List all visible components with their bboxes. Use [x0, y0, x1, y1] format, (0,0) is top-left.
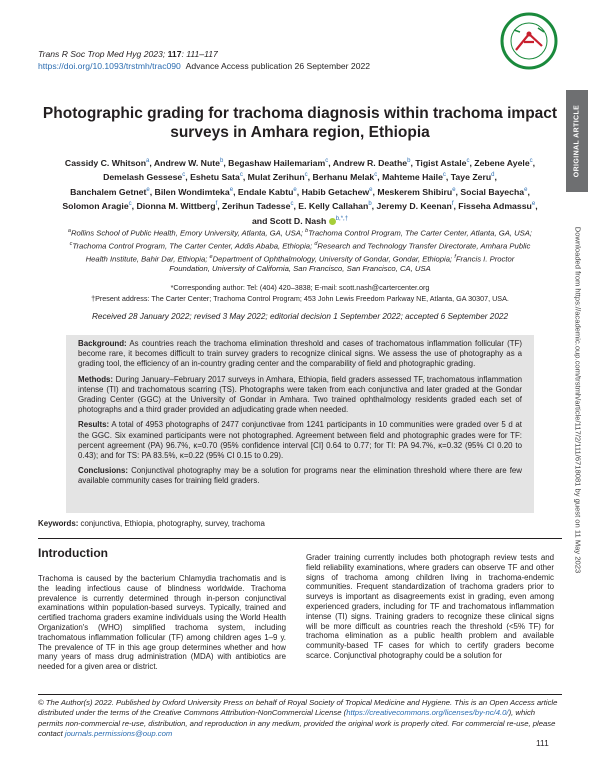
- journal-header: [38, 48, 370, 72]
- introduction-column-left: Trachoma is caused by the bacterium Chlamydia trachomatis and is the leading infectious cause of blindness worldwide. Trachoma prevalence is currently determined through in-person conjunctival examinations within population-based surveys. Typically, trained and certified trachoma graders examine individuals using the World Health Organization's (WHO) simplified trachoma system, including trachomatous inflammation follicular (TF) among children ages 1–9 y. The prevalence of TF in this age group determines whether and how many years of mass drug administration (MDA) with antibiotics are needed for a given area or district.: [38, 574, 286, 672]
- corresponding-author: *Corresponding author: Tel: (404) 420–3838; E-mail: scott.nash@cartercenter.org: [170, 283, 430, 292]
- author-line: and Scott D. Nash $^{b,*,\dagger}$: [251, 215, 349, 226]
- keywords: Keywords: conjunctiva, Ethiopia, photography, survey, trachoma: [38, 519, 265, 528]
- affiliations: $^a$Rollins School of Public Health, Emory University, Atlanta, GA, USA; $^b$Trachoma Control Program, The Carter Center, Atlanta, GA, USA; $^c$Trachoma Control Program, The Carter Center, Addis Ababa, Ethiopia; $^d$Research and Technology Transfer Directorate, Amhara Public Health Institute, Bahir Dar, Ethiopia; $^e$Department of Ophthalmology, University of Gondar, Gondar, Ethiopia; $^f$Francis I. Proctor Foundation, University of California, San Francisco, San Francisco, CA, USA: [67, 228, 533, 274]
- license-link[interactable]: https://creativecommons.org/licenses/by-nc/4.0/: [346, 708, 509, 718]
- abstract-results: Results: A total of 4953 photographs of 2477 conjunctivae from 1241 participants in 10 communities were graded over 5 d at the GGC. Six examined participants were not photographed. Agreement between field and photographic grades were for TF: percent agreement (PA) 96.7%, κ=0.70 (95% confidence interval [CI] 0.64 to 0.77; for TI: PA 94.7%, κ=0.32 (95% CI 0.20 to 0.43); and for TS: PA 83.5%, κ=0.22 (95% CI 0.15 to 0.29).: [78, 420, 522, 461]
- abstract-background: Background: As countries reach the trachoma elimination threshold and cases of trachomatous inflammation follicular (TF) become rare, it becomes difficult to train survey graders to recognize clinical signs. We assess the use of photography as a grading tool, the efficiency of an in-country grading center and the comparability of field and photographic grading.: [78, 339, 522, 369]
- abstract-conclusions: Conclusions: Conjunctival photography may be a solution for programs near the elimination threshold where there are few available community cases for training field graders.: [78, 466, 522, 486]
- author-line: Cassidy C. Whitson$^a$, Andrew W. Nute$^b$, Begashaw Hailemariam$^c$, Andrew R. Deathe$^b$, Tigist Astale$^c$, Zebene Ayele$^c$,: [64, 157, 536, 168]
- license-notice: © The Author(s) 2022. Published by Oxford University Press on behalf of Royal Society of Tropical Medicine and Hygiene. This is an Open Access article distributed under the terms of the Creative Commons Attribution-NonCommercial License (https://creativecommons.org/licenses/by-nc/4.0/), which permits non-commercial re-use, distribution, and reproduction in any medium, provided the original work is properly cited. For commercial re-use, please contact journals.permissions@oup.com: [38, 698, 558, 738]
- present-address: †Present address: The Carter Center; Trachoma Control Program; 453 John Lewis Freedom Parkway NE, Atlanta, GA 30307, USA.: [91, 294, 509, 303]
- volume: 117: [167, 49, 182, 59]
- abstract-box: [66, 335, 534, 513]
- pages: : 111–117: [181, 49, 218, 59]
- abstract-methods: Methods: During January–February 2017 surveys in Amhara, Ethiopia, field graders assessed TF, trachomatous inflammation intense (TI) and trachomatous scarring (TS). Photographs were taken from each conjunctiva and later graded at the Gondar Grading Center (GGC) at the University of Gondar in Amhara. Two trained ophthalmology residents graded each set of photographs and a third grader provided an adjudicating grade when needed.: [78, 374, 522, 415]
- author-line: Banchalem Getnet$^e$, Bilen Wondimteka$^e$, Endale Kabtu$^e$, Habib Getachew$^e$, Meskerem Shibiru$^e$, Social Bayecha$^e$,: [70, 186, 530, 197]
- page-number: 111: [536, 738, 549, 748]
- divider: [38, 694, 562, 695]
- author-line: Solomon Aragie$^c$, Dionna M. Wittberg$^f$, Zerihun Tadesse$^c$, E. Kelly Callahan$^b$, Jeremy D. Keenan$^f$, Fisseha Admassu$^e$,: [62, 201, 538, 212]
- introduction-column-right: Grader training currently includes both photograph review tests and field reliability examinations, where graders can observe TF and other signs of trachoma among children living in trachoma-endemic communities. Frequent standardization of trachoma graders prior to surveys is important as disagreements exist in grading, even among experienced graders, including for TF and trachomatous inflammation intense (TI) signs. Training graders to recognize these clinical signs will be more difficult as countries reach the threshold (<5% TF) for trachoma elimination as a public health problem and available community-based TF cases for which to certify graders become scarce. Conjunctival photography could be a solution for: [306, 553, 554, 660]
- permissions-email-link[interactable]: journals.permissions@oup.com: [64, 728, 173, 738]
- original-article-tab: ORIGINAL ARTICLE: [566, 90, 588, 192]
- article-title: Photographic grading for trachoma diagnosis within trachoma impact surveys in Amhara region, Ethiopia: [42, 105, 558, 141]
- divider: [38, 538, 562, 539]
- advance-access: Advance Access publication 26 September 2022: [185, 61, 371, 71]
- author-line: Demelash Gessese$^c$, Eshetu Sata$^c$, Mulat Zerihun$^c$, Berhanu Melak$^c$, Mahteme Haile$^c$, Taye Zeru$^d$,: [103, 172, 497, 183]
- orcid-icon[interactable]: [329, 218, 336, 225]
- download-notice: Downloaded from https://academic.oup.com/trstmh/article/117/2/111/6718081 by guest on 11 May 2023: [573, 226, 583, 574]
- society-seal-logo: [500, 12, 558, 70]
- received-dates: Received 28 January 2022; revised 3 May 2022; editorial decision 1 September 2022; accepted 6 September 2022: [91, 312, 508, 321]
- doi-link[interactable]: https://doi.org/10.1093/trstmh/trac090: [38, 61, 181, 71]
- citation-prefix: Trans R Soc Trop Med Hyg 2023;: [38, 49, 166, 59]
- introduction-heading: Introduction: [38, 546, 108, 560]
- correspondence-block: [42, 282, 558, 304]
- author-list: [34, 155, 566, 227]
